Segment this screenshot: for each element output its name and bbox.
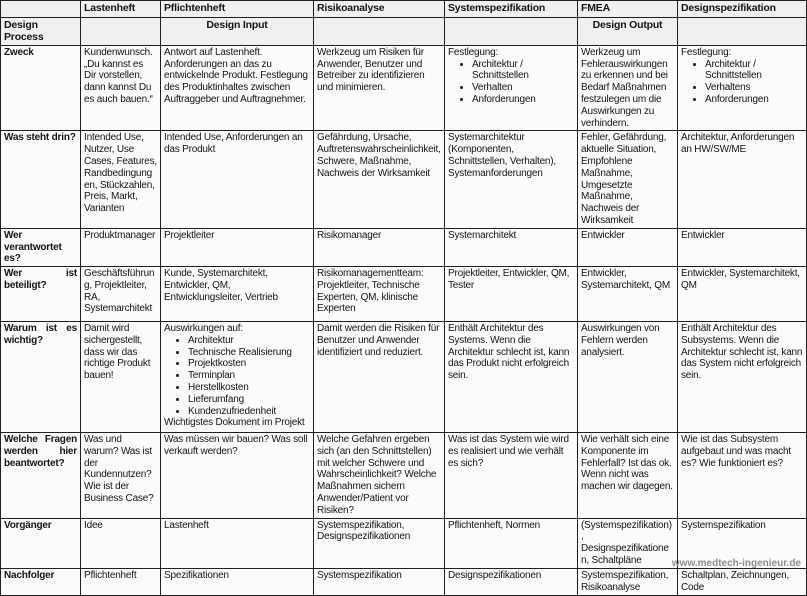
bullet-item: • Architektur bbox=[188, 335, 310, 347]
table-cell: Damit werden die Risiken für Benutzer und Anwender identifiziert und reduziert. bbox=[314, 322, 445, 433]
bullet-list bbox=[681, 59, 803, 106]
process-cell-empty bbox=[678, 18, 807, 46]
table-cell: Fehler, Gefährdung, aktuelle Situation, Empfohlene Maßnahme, Umgesetzte Maßnahme, Nachweis der Wirksamkeit bbox=[578, 131, 678, 228]
col-header-fmea: FMEA bbox=[578, 1, 678, 18]
bullet-item: • Verhaltens bbox=[705, 82, 803, 94]
table-cell: Entwickler, Systemarchitekt, QM bbox=[578, 267, 678, 322]
row-label: Welche Fragen werden hier beantwortet? bbox=[1, 433, 81, 519]
website-url[interactable]: www.medtech-ingenieur.de bbox=[671, 558, 801, 569]
table-row bbox=[1, 45, 807, 131]
footer bbox=[672, 558, 801, 569]
design-output-cell: Design Output bbox=[578, 18, 678, 46]
row-label: Warum ist es wichtig? bbox=[1, 322, 81, 433]
col-header-designspezifikation: Designspezifikation bbox=[678, 1, 807, 18]
table-cell: Entwickler bbox=[678, 228, 807, 266]
row-label: Was steht drin? bbox=[1, 131, 81, 228]
row-label: Wer ist beteiligt? bbox=[1, 267, 81, 322]
table-cell: Entwickler, Systemarchitekt, QM bbox=[678, 267, 807, 322]
table-cell: Risikomanager bbox=[314, 228, 445, 266]
table-cell: Enthält Architektur des Subsystems. Wenn die Architektur schlecht ist, kann das System nicht erfolgreich sein. bbox=[678, 322, 807, 433]
cell-intro-text: Festlegung: bbox=[448, 46, 499, 58]
table-cell: Architektur, Anforderungen an HW/SW/ME bbox=[678, 131, 807, 228]
design-input-cell: Design Input bbox=[161, 18, 314, 46]
table-cell: (Systemspezifikation), Designspezifikationen, Schaltpläne bbox=[578, 518, 678, 568]
col-header-risikoanalyse: Risikoanalyse bbox=[314, 1, 445, 18]
col-header-lastenheft: Lastenheft bbox=[81, 1, 161, 18]
table-cell: Was ist das System wie wird es realisiert und wie verhält es sich? bbox=[445, 433, 578, 519]
table-cell: Intended Use, Anforderungen an das Produkt bbox=[161, 131, 314, 228]
table-cell: Kundenwunsch. „Du kannst es Dir vorstellen, dann kannst Du es auch bauen.“ bbox=[81, 45, 161, 131]
table-cell: Antwort auf Lastenheft. Anforderungen an das zu entwickelnde Produkt. Festlegung des Produktinhaltes zwischen Auftraggeber und Auftragnehmer. bbox=[161, 45, 314, 131]
table-row bbox=[1, 228, 807, 266]
bullet-item: • Kundenzufriedenheit bbox=[188, 406, 310, 418]
table-cell: Projektleiter, Entwickler, QM, Tester bbox=[445, 267, 578, 322]
table-cell: Wie ist das Subsystem aufgebaut und was macht es? Wie funktioniert es? bbox=[678, 433, 807, 519]
table-cell: Systemspezifikation, Designspezifikationen bbox=[314, 518, 445, 568]
bullet-item: • Projektkosten bbox=[188, 358, 310, 370]
process-cell-empty bbox=[314, 18, 445, 46]
table-cell: Systemspezifikation, Risikoanalyse bbox=[578, 568, 678, 595]
table-cell: Geschäftsführung, Projektleiter, RA, Systemarchitekt bbox=[81, 267, 161, 322]
row-label: Nachfolger bbox=[1, 568, 81, 595]
table-cell: Enthält Architektur des Systems. Wenn die Architektur schlecht ist, kann das Produkt nicht erfolgreich sein. bbox=[445, 322, 578, 433]
col-header-systemspezifikation: Systemspezifikation bbox=[445, 1, 578, 18]
table-row bbox=[1, 131, 807, 228]
col-header-pflichtenheft: Pflichtenheft bbox=[161, 1, 314, 18]
table-cell: Gefährdung, Ursache, Auftretenswahrscheinlichkeit, Schwere, Maßnahme, Nachweis der Wirksamkeit bbox=[314, 131, 445, 228]
table-cell: Welche Gefahren ergeben sich (an den Schnittstellen) mit welcher Schwere und Wahrscheinlichkeit? Welche Maßnahmen sichern Anwender/Patient vor Risiken? bbox=[314, 433, 445, 519]
table-cell: Werkzeug um Fehlerauswirkungen zu erkennen und bei Bedarf Maßnahmen festzulegen um die Auswirkungen zu verhindern. bbox=[578, 45, 678, 131]
bullet-list bbox=[164, 335, 310, 418]
table-cell: Wie verhält sich eine Komponente im Fehlerfall? Ist das ok. Wenn nicht was machen wir dagegen. bbox=[578, 433, 678, 519]
table-cell bbox=[678, 45, 807, 131]
table-row bbox=[1, 433, 807, 519]
table-cell: Idee bbox=[81, 518, 161, 568]
table-cell: Spezifikationen bbox=[161, 568, 314, 595]
bullet-list bbox=[448, 59, 574, 106]
row-label: Vorgänger bbox=[1, 518, 81, 568]
cell-intro-text: Festlegung: bbox=[681, 46, 732, 58]
table-cell: Werkzeug um Risiken für Anwender, Benutzer und Betreiber zu identifizieren und minimieren. bbox=[314, 45, 445, 131]
table-cell: Risikomanagementteam: Projektleiter, Technische Experten, QM, klinische Experten bbox=[314, 267, 445, 322]
bullet-item: • Terminplan bbox=[188, 370, 310, 382]
process-row bbox=[1, 18, 807, 46]
cell-after-text: Wichtigstes Dokument im Projekt bbox=[164, 417, 305, 429]
process-cell-empty bbox=[81, 18, 161, 46]
table-cell: Systemspezifikation bbox=[678, 518, 807, 568]
table-cell: Produktmanager bbox=[81, 228, 161, 266]
table-cell: Intended Use, Nutzer, Use Cases, Features, Randbedingungen, Stückzahlen, Preis, Markt, Varianten bbox=[81, 131, 161, 228]
table-cell: Was und warum? Was ist der Kundennutzen? Wie ist der Business Case? bbox=[81, 433, 161, 519]
column-header-row bbox=[1, 1, 807, 18]
table-cell: Systemarchitektur (Komponenten, Schnittstellen, Verhalten), Systemanforderungen bbox=[445, 131, 578, 228]
table-cell bbox=[161, 322, 314, 433]
table-row bbox=[1, 322, 807, 433]
row-label: Wer verantwortet es? bbox=[1, 228, 81, 266]
table-cell: Kunde, Systemarchitekt, Entwickler, QM, Entwicklungsleiter, Vertrieb bbox=[161, 267, 314, 322]
bullet-item: • Architektur / Schnittstellen bbox=[472, 59, 574, 83]
table-cell: Was müssen wir bauen? Was soll verkauft werden? bbox=[161, 433, 314, 519]
table-cell: Damit wird sichergestellt, dass wir das richtige Produkt bauen! bbox=[81, 322, 161, 433]
table-cell: Pflichtenheft, Normen bbox=[445, 518, 578, 568]
bullet-item: • Verhalten bbox=[472, 82, 574, 94]
table-cell: Systemarchitekt bbox=[445, 228, 578, 266]
row-label: Zweck bbox=[1, 45, 81, 131]
table-cell: Projektleiter bbox=[161, 228, 314, 266]
process-row-label: Design Process bbox=[1, 18, 81, 46]
table-cell: Entwickler bbox=[578, 228, 678, 266]
bullet-item: • Technische Realisierung bbox=[188, 347, 310, 359]
bullet-item: • Lieferumfang bbox=[188, 394, 310, 406]
table-cell: Lastenheft bbox=[161, 518, 314, 568]
bullet-item: • Anforderungen bbox=[705, 94, 803, 106]
table-cell bbox=[445, 45, 578, 131]
table-cell: Pflichtenheft bbox=[81, 568, 161, 595]
bullet-item: • Herstellkosten bbox=[188, 382, 310, 394]
table-cell: Auswirkungen von Fehlern werden analysiert. bbox=[578, 322, 678, 433]
table-row bbox=[1, 267, 807, 322]
table-row bbox=[1, 568, 807, 595]
table-cell: Designspezifikationen bbox=[445, 568, 578, 595]
bullet-item: • Anforderungen bbox=[472, 94, 574, 106]
process-cell-empty bbox=[445, 18, 578, 46]
cell-intro-text: Auswirkungen auf: bbox=[164, 323, 243, 335]
table-cell: Systemspezifikation bbox=[314, 568, 445, 595]
corner-cell bbox=[1, 1, 81, 18]
bullet-item: • Architektur / Schnittstellen bbox=[705, 59, 803, 83]
table-cell: Schaltplan, Zeichnungen, Code bbox=[678, 568, 807, 595]
